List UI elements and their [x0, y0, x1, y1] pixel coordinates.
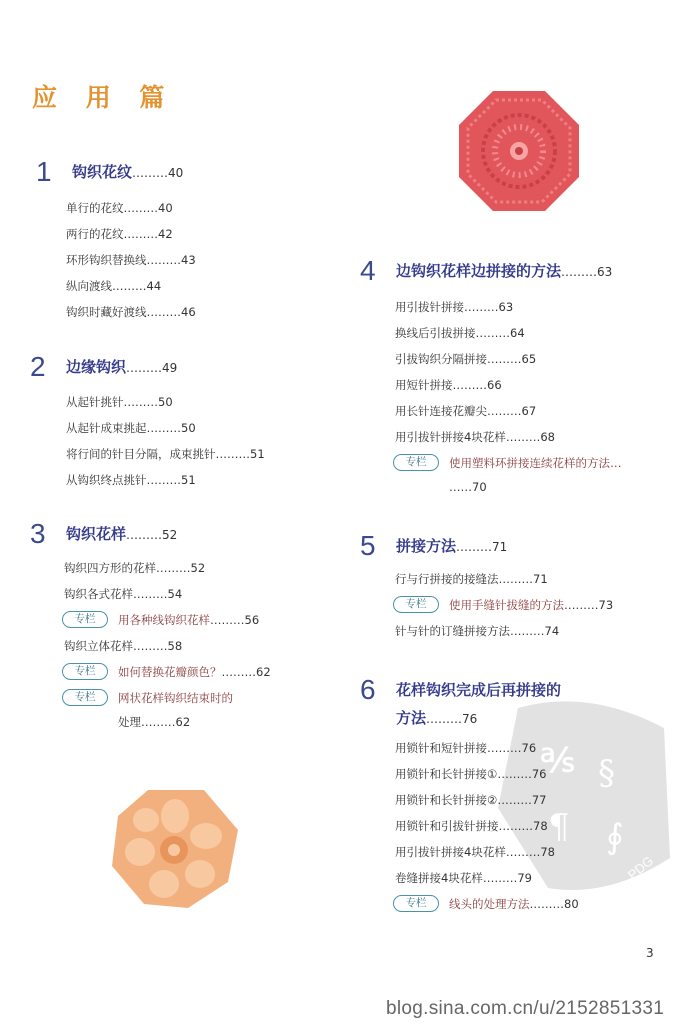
section-number: 6 — [360, 674, 376, 705]
toc-entry[interactable]: 针与针的订缝拼接方法………74 — [395, 624, 560, 638]
toc-entry[interactable]: 钩织各式花样………54 — [64, 587, 183, 601]
section-1 — [36, 157, 336, 323]
red-octagon-motif-image — [456, 88, 582, 214]
section-title-continuation[interactable]: 方法………76 — [396, 709, 478, 727]
section-number: 4 — [360, 255, 376, 286]
toc-entry[interactable]: 用引拔针拼接………63 — [395, 300, 514, 314]
section-5 — [360, 531, 680, 645]
toc-entry[interactable]: 从钩织终点挑针………51 — [66, 473, 196, 487]
toc-entry[interactable]: 用锁针和短针拼接………76 — [395, 741, 537, 755]
toc-entry[interactable]: 用短针拼接………66 — [395, 378, 502, 392]
column-badge: 专栏 — [62, 611, 108, 628]
toc-entry[interactable]: 引拔钩织分隔拼接………65 — [395, 352, 537, 366]
column-badge: 专栏 — [62, 689, 108, 706]
column-badge: 专栏 — [393, 895, 439, 912]
toc-column-entry[interactable]: 专栏 用各种线钩织花样………56 — [62, 607, 354, 633]
toc-entry[interactable]: 钩织四方形的花样………52 — [64, 561, 206, 575]
toc-column-entry[interactable]: 专栏 使用塑料环拼接连续花样的方法… — [393, 450, 685, 476]
orange-flower-motif-image — [108, 786, 242, 910]
section-title[interactable]: 拼接方法………71 — [396, 537, 508, 555]
source-watermark: blog.sina.com.cn/u/2152851331 — [386, 998, 665, 1019]
section-4 — [360, 256, 680, 496]
toc-entry-continuation[interactable]: 处理………62 — [118, 715, 191, 729]
svg-text:PDG: PDG — [624, 853, 657, 883]
section-number: 1 — [36, 156, 52, 187]
section-number: 2 — [30, 351, 46, 382]
page-title: 应 用 篇 — [32, 83, 175, 112]
toc-entry[interactable]: 用锁针和长针拼接①………76 — [395, 767, 547, 781]
toc-entry[interactable]: 用引拔针拼接4块花样………78 — [395, 845, 555, 859]
svg-text:∮: ∮ — [606, 817, 624, 857]
section-6 — [360, 675, 680, 917]
toc-entry[interactable]: 钩织时藏好渡线………46 — [66, 305, 196, 319]
toc-column-entry[interactable]: 专栏 如何替换花瓣颜色？………62 — [62, 659, 354, 685]
toc-entry[interactable]: 卷缝拼接4块花样………79 — [395, 871, 532, 885]
toc-entry[interactable]: 单行的花纹………40 — [66, 201, 173, 215]
toc-entry[interactable]: 从起针挑针………50 — [66, 395, 173, 409]
toc-entry[interactable]: 用长针连接花瓣尖………67 — [395, 404, 537, 418]
section-title[interactable]: 花样钩织完成后再拼接的 — [396, 681, 562, 699]
toc-column-entry[interactable]: 专栏 线头的处理方法………80 — [393, 891, 685, 917]
svg-text:§: § — [598, 753, 615, 793]
section-number: 5 — [360, 530, 376, 561]
toc-entry[interactable]: 两行的花纹………42 — [66, 227, 173, 241]
toc-entry[interactable]: 用锁针和引拔针拼接………78 — [395, 819, 548, 833]
section-number: 3 — [30, 518, 46, 549]
svg-text:¶: ¶ — [548, 807, 570, 847]
toc-entry[interactable]: 纵向渡线………44 — [66, 279, 162, 293]
toc-entry[interactable]: 钩织立体花样………58 — [64, 639, 183, 653]
toc-entry[interactable]: 换线后引拔拼接………64 — [395, 326, 525, 340]
section-3 — [30, 519, 350, 733]
column-badge: 专栏 — [62, 663, 108, 680]
toc-entry-continuation[interactable]: ……70 — [449, 480, 487, 494]
toc-entry[interactable]: 环形钩织替换线………43 — [66, 253, 196, 267]
toc-entry[interactable]: 用引拔针拼接4块花样………68 — [395, 430, 555, 444]
section-title[interactable]: 钩织花样………52 — [66, 525, 178, 543]
svg-text:℁: ℁ — [540, 741, 575, 781]
page-number: 3 — [646, 946, 654, 960]
section-title[interactable]: 钩织花纹………40 — [72, 163, 184, 181]
toc-column-entry[interactable]: 专栏 使用手缝针拔缝的方法………73 — [393, 592, 685, 618]
section-2 — [30, 352, 350, 492]
section-title[interactable]: 边钩织花样边拼接的方法………63 — [396, 262, 613, 280]
section-title[interactable]: 边缘钩织………49 — [66, 358, 178, 376]
toc-entry[interactable]: 将行间的针目分隔，成束挑针………51 — [66, 447, 265, 461]
column-badge: 专栏 — [393, 596, 439, 613]
toc-entry[interactable]: 用锁针和长针拼接②………77 — [395, 793, 547, 807]
toc-entry[interactable]: 从起针成束挑起………50 — [66, 421, 196, 435]
toc-column-entry[interactable]: 专栏 网状花样钩织结束时的 — [62, 685, 354, 711]
toc-entry[interactable]: 行与行拼接的接缝法………71 — [395, 572, 548, 586]
column-badge: 专栏 — [393, 454, 439, 471]
